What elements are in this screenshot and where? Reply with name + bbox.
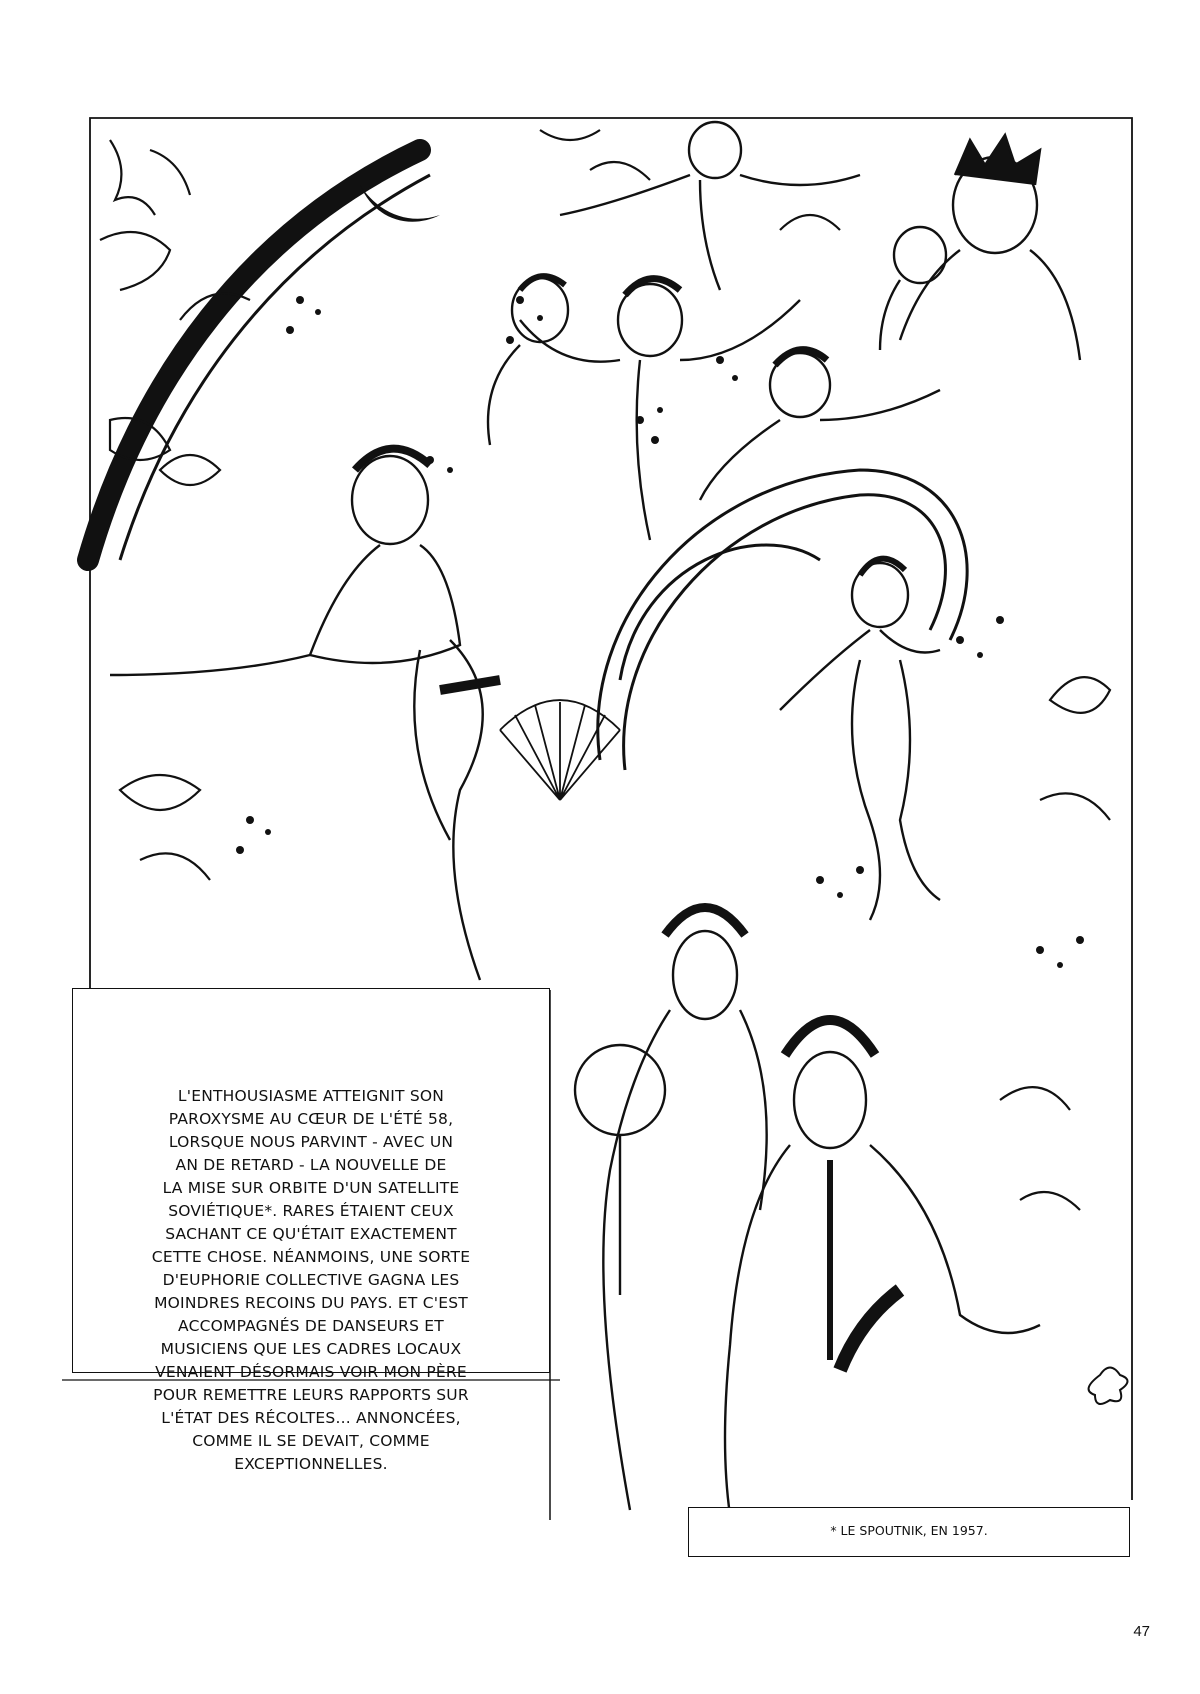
footnote-box: [688, 1507, 1130, 1557]
caption-line: MOINDRES RECOINS DU PAYS. ET C'EST: [154, 1294, 468, 1312]
caption-line: L'ENTHOUSIASME ATTEIGNIT SON: [177, 1087, 445, 1105]
caption-line: L'ÉTAT DES RÉCOLTES... ANNONCÉES,: [161, 1409, 461, 1427]
footnote-text: * LE SPOUTNIK, EN 1957.: [830, 1523, 988, 1538]
narration-text: [99, 1085, 523, 1476]
caption-line: PAROXYSME AU CŒUR DE L'ÉTÉ 58,: [168, 1110, 454, 1128]
caption-line: LA MISE SUR ORBITE D'UN SATELLITE: [162, 1179, 460, 1197]
dancer-girl-left: [488, 276, 568, 445]
caption-line: EXCEPTIONNELLES.: [234, 1455, 388, 1473]
caption-line: MUSICIENS QUE LES CADRES LOCAUX: [160, 1340, 462, 1358]
page-number: 47: [1133, 1623, 1150, 1640]
fan: [500, 700, 620, 800]
caption-line: LORSQUE NOUS PARVINT - AVEC UN: [168, 1133, 454, 1151]
opera-performer-left: [575, 908, 767, 1511]
caption-line: COMME IL SE DEVAIT, COMME: [192, 1432, 430, 1450]
man-and-child: [880, 135, 1080, 360]
narration-caption-box: [72, 988, 550, 1473]
caption-line: POUR REMETTRE LEURS RAPPORTS SUR: [153, 1386, 469, 1404]
dancer-girl-right: [780, 559, 940, 920]
caption-line: VENAIENT DÉSORMAIS VOIR MON PÈRE: [155, 1363, 467, 1381]
flower-small: [1089, 1368, 1128, 1405]
dancer-girl-center: [110, 449, 500, 980]
caption-line: CETTE CHOSE. NÉANMOINS, UNE SORTE: [151, 1248, 471, 1266]
caption-line: SACHANT CE QU'ÉTAIT EXACTEMENT: [165, 1225, 457, 1243]
ribbon-loops: [598, 470, 967, 770]
caption-line: AN DE RETARD - LA NOUVELLE DE: [175, 1156, 447, 1174]
opera-performer-right: [725, 1020, 1040, 1515]
flower-dots: [236, 296, 1084, 968]
caption-line: ACCOMPAGNÉS DE DANSEURS ET: [178, 1317, 444, 1335]
caption-line: SOVIÉTIQUE*. RARES ÉTAIENT CEUX: [168, 1202, 454, 1220]
dancer-top-arms: [560, 122, 860, 290]
caption-line: D'EUPHORIE COLLECTIVE GAGNA LES: [162, 1271, 460, 1289]
